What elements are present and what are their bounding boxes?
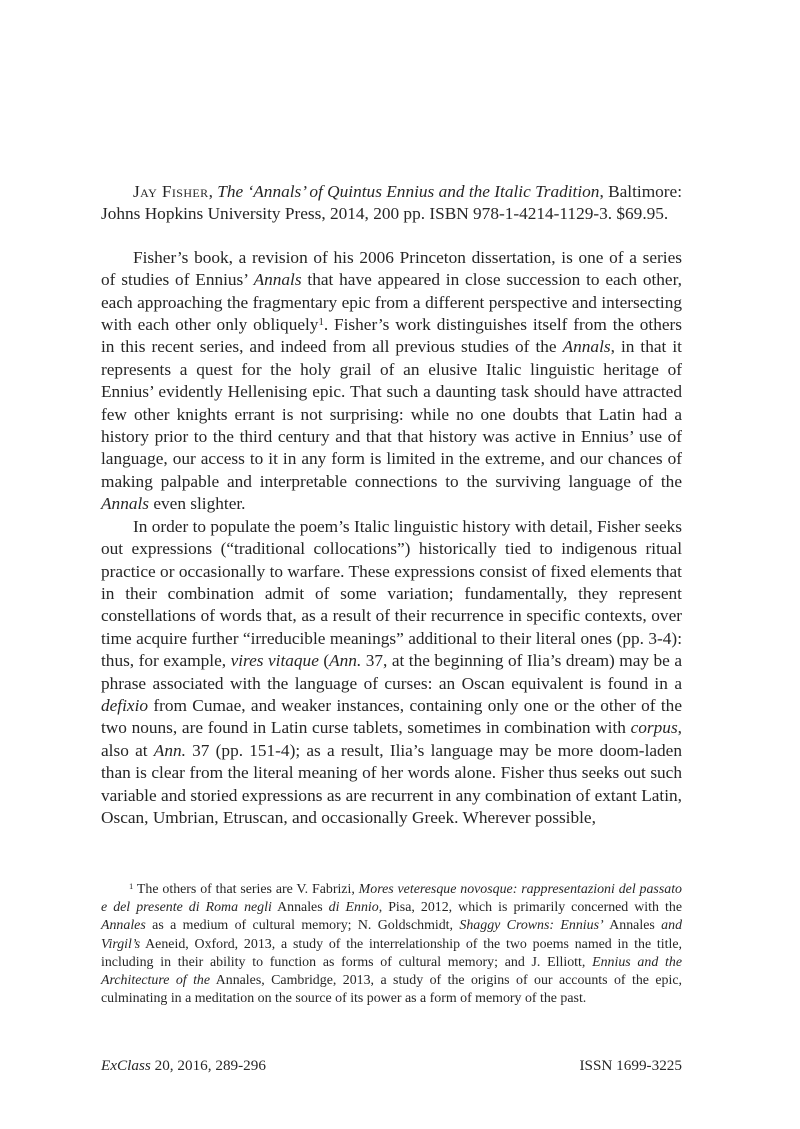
footnote-1: $^1$ The others of that series are V. Fabrizi, Mores veteresque novosque: rappresentazioni del passato e del presente di Roma negli Annales di Ennio, Pisa, 2012, which is primarily concerned with the Annales as a medium of cultural memory; N. Goldschmidt, Shaggy Crowns: Ennius’ Annales and Virgil’s Aeneid, Oxford, 2013, a study of the interrelationship of the two poems named in the title, including in their ability to function as forms of cultural memory; and J. Elliott, Ennius and the Architecture of the Annales, Cambridge, 2013, a study of the origins of our accounts of the epic, culminating in a meditation on the source of its power as a form of memory of the past.: [101, 881, 683, 1007]
journal-reference: ExClass 20, 2016, 289-296: [101, 1057, 266, 1074]
paragraph-2: In order to populate the poem’s Italic linguistic history with detail, Fisher seeks out expressions (“traditional collocations”) historically tied to indigenous ritual practice or occasionally to warfare. These expressions consist of fixed elements that in their combination admit of some variation; fundamentally, they represent constellations of words that, as a result of their recurrence in specific contexts, over time acquire further “irreducible meanings” additional to their literal ones (pp. 3-4): thus, for example, vires vitaque (Ann. 37, at the beginning of Ilia’s dream) may be a phrase associated with the language of curses: an Oscan equivalent is found in a defixio from Cumae, and weaker instances, containing only one or the other of the two nouns, are found in Latin curse tablets, sometimes in combination with corpus, also at Ann. 37 (pp. 151-4); as a result, Ilia’s language may be more doom-laden than is clear from the literal meaning of her words alone. Fisher thus seeks out such variable and storied expressions as are recurrent in any combination of extant Latin, Oscan, Umbrian, Etruscan, and occasionally Greek. Wherever possible,: [101, 516, 682, 827]
review-body: [101, 181, 682, 829]
issn-number: ISSN 1699-3225: [579, 1057, 682, 1074]
page-footer: [101, 1056, 682, 1076]
book-citation: Jay Fisher, The ‘Annals’ of Quintus Ennius and the Italic Tradition, Baltimore: Johns Hopkins University Press, 2014, 200 pp. ISBN 978-1-4214-1129-3. $69.95.: [101, 182, 682, 224]
paragraph-1: Fisher’s book, a revision of his 2006 Princeton dissertation, is one of a series of studies of Ennius’ Annals that have appeared in close succession to each other, each approaching the fragmentary epic from a different perspective and intersecting with each other only obliquely$^1$. Fisher’s work distinguishes itself from the others in this recent series, and indeed from all previous studies of the Annals, in that it represents a quest for the holy grail of an elusive Italic linguistic heritage of Ennius’ evidently Hellenising epic. That such a daunting task should have attracted few other knights errant is not surprising: while no one doubts that Latin had a history prior to the third century and that that history was active in Ennius’ use of language, our access to it in any form is limited in the extreme, and our chances of making palpable and interpretable connections to the surviving language of the Annals even slighter.: [101, 247, 682, 514]
